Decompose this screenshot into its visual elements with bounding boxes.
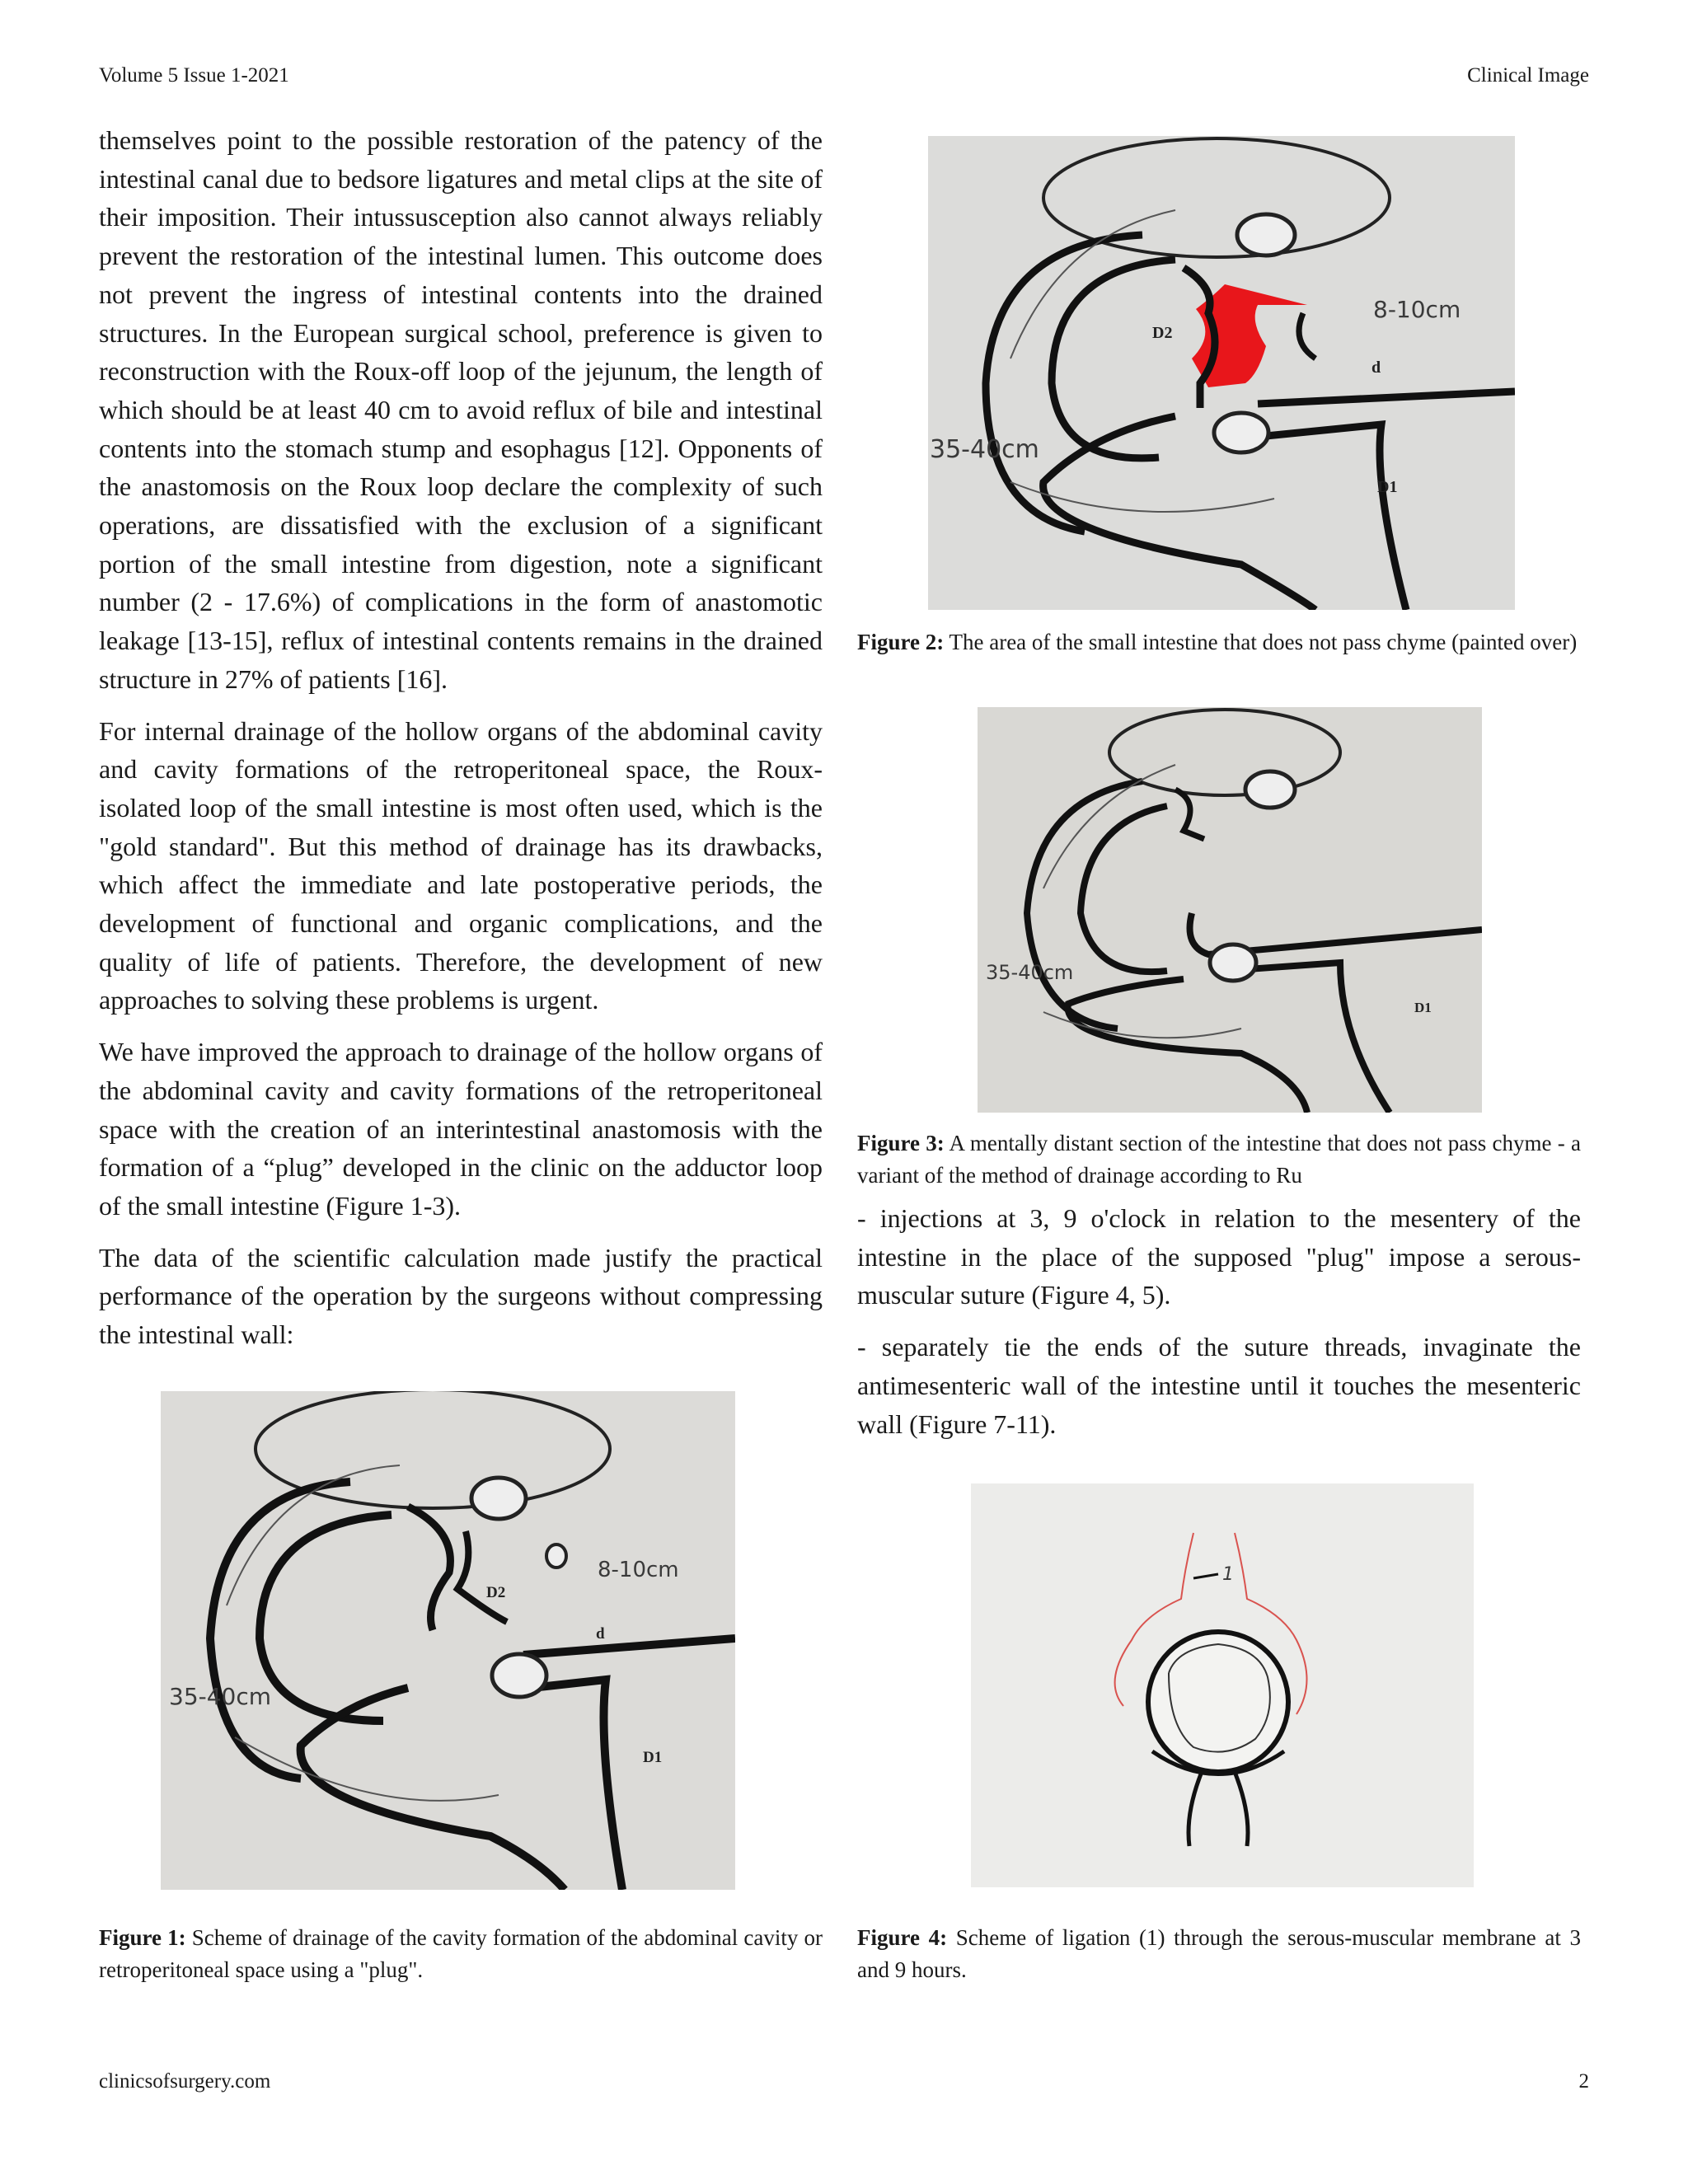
label-d1: D1 xyxy=(1377,478,1398,496)
figure-1-drawing xyxy=(161,1391,735,1890)
label-length-long: 35-40cm xyxy=(169,1683,272,1710)
figure-3-caption xyxy=(857,1127,1581,1192)
figure-3-label: Figure 3: xyxy=(857,1131,945,1155)
figure-2-label: Figure 2: xyxy=(857,630,945,654)
paragraph: The data of the scientific calculation made justify the practical performance of the operation by the surgeons without compressing the intestinal wall: xyxy=(99,1242,823,1350)
figure-3-drawing xyxy=(978,707,1482,1113)
page-number: 2 xyxy=(1578,2070,1589,2093)
figure-4-caption xyxy=(857,1922,1581,1986)
figure-1-caption xyxy=(99,1922,823,1986)
label-length-short: 8-10cm xyxy=(1373,296,1461,323)
figure-2-drawing xyxy=(928,136,1515,610)
label-d2: D2 xyxy=(486,1584,506,1601)
right-column xyxy=(857,1199,1581,1456)
label-d1: D1 xyxy=(1414,1000,1432,1015)
label-ligature: 1 xyxy=(1222,1564,1234,1585)
figure-3-image xyxy=(978,707,1482,1113)
label-length-short: 8-10cm xyxy=(598,1558,679,1582)
label-length-long: 35-40cm xyxy=(986,961,1074,984)
figure-1-image xyxy=(161,1391,735,1890)
journal-volume: Volume 5 Issue 1-2021 xyxy=(99,64,289,87)
paragraph: We have improved the approach to drainage of the hollow organs of the abdominal cavity and cavity formations of the retroperitoneal space with the creation of an interintestinal anastomosis with the formation of a “plug” developed in the clinic on the adductor loop of the small intestine (Figure 1-3). xyxy=(99,1037,823,1221)
footer-site: clinicsofsurgery.com xyxy=(99,2070,271,2093)
figure-4-label: Figure 4: xyxy=(857,1925,948,1950)
figure-2-text: The area of the small intestine that does not pass chyme (painted over) xyxy=(944,630,1578,654)
label-length-long: 35-40cm xyxy=(930,435,1039,464)
figure-2-image xyxy=(928,136,1515,610)
figure-4-drawing xyxy=(971,1483,1474,1887)
figure-3-text: A mentally distant section of the intestine that does not pass chyme - a variant of the method of drainage according to Ru xyxy=(857,1131,1581,1188)
figure-4-image xyxy=(971,1483,1474,1887)
figure-1-text: Scheme of drainage of the cavity formation of the abdominal cavity or retroperitoneal space using a "plug". xyxy=(99,1925,823,1982)
figure-4-text: Scheme of ligation (1) through the serous-muscular membrane at 3 and 9 hours. xyxy=(857,1925,1581,1982)
paragraph: - injections at 3, 9 o'clock in relation to the mesentery of the intestine in the place of the supposed "plug" impose a serous-muscular suture (Figure 4, 5). xyxy=(857,1203,1581,1310)
label-d1: D1 xyxy=(643,1749,663,1766)
paragraph: themselves point to the possible restoration of the patency of the intestinal canal due to bedsore ligatures and metal clips at the site of their imposition. Their intussusception also cannot always reliably prevent the restoration of the intestinal lumen. This outcome does not prevent the ingress of intestinal contents into the drained structures. In the European surgical school, preference is given to reconstruction with the Roux-off loop of the jejunum, the length of which should be at least 40 cm to avoid reflux of bile and intestinal contents into the stomach stump and esophagus [12]. Opponents of the anastomosis on the Roux loop declare the complexity of such operations, are dissatisfied with the exclusion of a significant portion of the small intestine from digestion, note a significant number (2 - 17.6%) of complications in the form of anastomotic leakage [13-15], reflux of intestinal contents remains in the drained structure in 27% of patients [16]. xyxy=(99,125,823,694)
figure-1-label: Figure 1: xyxy=(99,1925,186,1950)
figure-2-caption xyxy=(857,626,1581,658)
paragraph: - separately tie the ends of the suture threads, invaginate the antimesenteric wall of the intestine until it touches the mesenteric wall (Figure 7-11). xyxy=(857,1332,1581,1439)
paragraph: For internal drainage of the hollow organs of the abdominal cavity and cavity formations of the retroperitoneal space, the Roux-isolated loop of the small intestine is most often used, which is the "gold standard". But this method of drainage has its drawbacks, which affect the immediate and late postoperative periods, the development of functional and organic complications, and the quality of life of patients. Therefore, the development of new approaches to solving these problems is urgent. xyxy=(99,715,823,1015)
label-d: d xyxy=(596,1625,605,1643)
article-type: Clinical Image xyxy=(1467,64,1589,87)
label-d2: D2 xyxy=(1152,324,1173,342)
label-d: d xyxy=(1372,359,1381,377)
left-column xyxy=(99,121,823,1367)
